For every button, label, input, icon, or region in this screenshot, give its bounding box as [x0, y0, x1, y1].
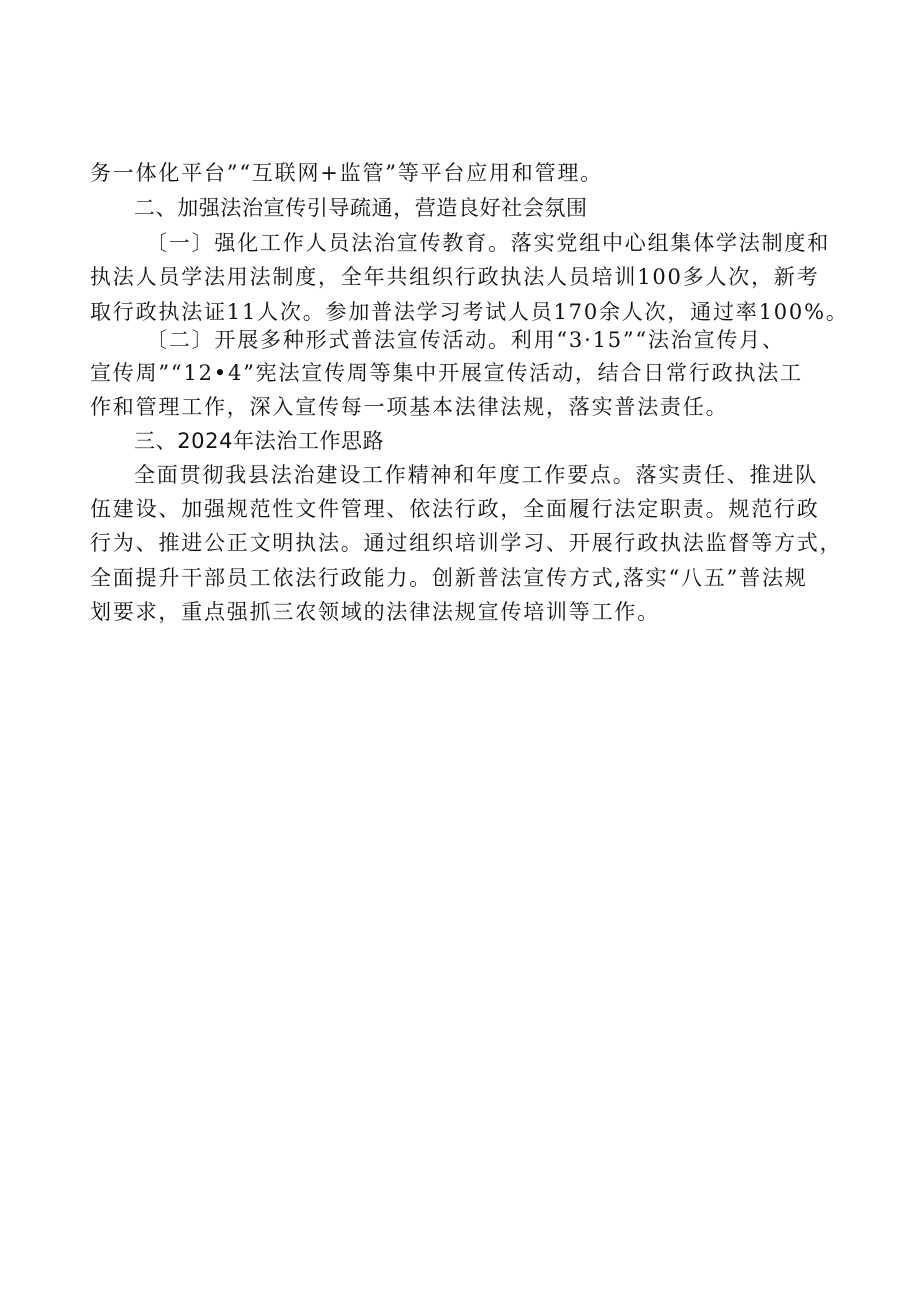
- section-heading-3: 三、2024年法治工作思路: [134, 429, 385, 453]
- paragraph-line: 全面提升干部员工依法行政能力。创新普法宣传方式,落实“八五”普法规: [90, 566, 808, 590]
- paragraph-line: 划要求，重点强抓三农领域的法律法规宣传培训等工作。: [90, 600, 660, 624]
- paragraph-line: 作和管理工作，深入宣传每一项基本法律法规，落实普法责任。: [90, 395, 729, 419]
- paragraph-line: 〔一〕强化工作人员法治宣传教育。落实党组中心组集体学法制度和: [146, 231, 830, 255]
- section-heading-2: 二、加强法治宣传引导疏通，营造良好社会氛围: [134, 196, 588, 220]
- paragraph-line: 全面贯彻我县法治建设工作精神和年度工作要点。落实责任、推进队: [134, 463, 818, 487]
- paragraph-line: 执法人员学法用法制度，全年共组织行政执法人员培训100多人次，新考: [90, 265, 820, 289]
- paragraph-line: 行为、推进公正文明执法。通过组织培训学习、开展行政执法监督等方式，: [90, 531, 843, 555]
- paragraph-line: 伍建设、加强规范性文件管理、依法行政，全面履行法定职责。规范行政: [90, 497, 820, 521]
- paragraph-line: 〔二〕开展多种形式普法宣传活动。利用“3·15”“法治宣传月、: [146, 328, 785, 352]
- paragraph-line: 宣传周”“12•4”宪法宣传周等集中开展宣传活动，结合日常行政执法工: [90, 361, 803, 385]
- paragraph-line: 务一体化平台”“互联网+监管”等平台应用和管理。: [90, 161, 604, 185]
- paragraph-line: 取行政执法证11人次。参加普法学习考试人员170余人次，通过率100%。: [90, 300, 849, 324]
